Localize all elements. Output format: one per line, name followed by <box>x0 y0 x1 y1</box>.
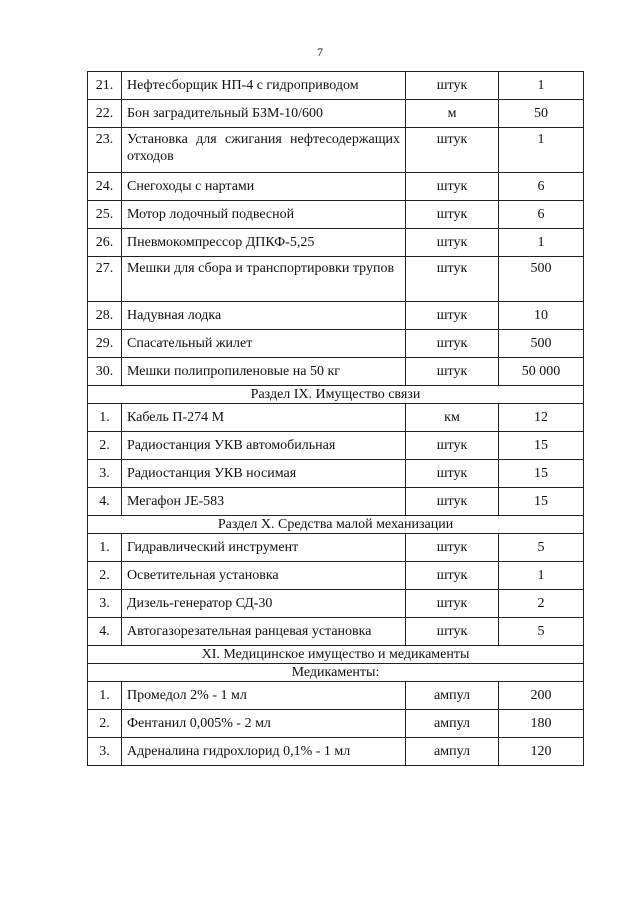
row-number: 3. <box>88 590 122 618</box>
section-title: Раздел X. Средства малой механизации <box>88 516 584 534</box>
item-quantity: 5 <box>499 534 584 562</box>
table-row <box>88 682 584 710</box>
item-quantity: 500 <box>499 330 584 358</box>
table-row <box>88 404 584 432</box>
row-number: 29. <box>88 330 122 358</box>
row-number: 22. <box>88 100 122 128</box>
table-row <box>88 229 584 257</box>
row-number: 1. <box>88 404 122 432</box>
section-header-row <box>88 664 584 682</box>
item-quantity: 120 <box>499 738 584 766</box>
inventory-table-body <box>88 72 584 766</box>
item-unit: штук <box>406 562 499 590</box>
item-unit: штук <box>406 257 499 302</box>
table-row <box>88 72 584 100</box>
item-quantity: 500 <box>499 257 584 302</box>
table-row <box>88 302 584 330</box>
row-number: 25. <box>88 201 122 229</box>
item-unit: штук <box>406 358 499 386</box>
inventory-table <box>87 71 584 766</box>
table-row <box>88 710 584 738</box>
item-quantity: 200 <box>499 682 584 710</box>
item-name: Дизель-генератор СД-30 <box>122 590 406 618</box>
section-title: XI. Медицинское имущество и медикаменты <box>88 646 584 664</box>
row-number: 2. <box>88 432 122 460</box>
item-unit: ампул <box>406 738 499 766</box>
table-row <box>88 618 584 646</box>
item-quantity: 50 <box>499 100 584 128</box>
item-quantity: 15 <box>499 432 584 460</box>
item-quantity: 50 000 <box>499 358 584 386</box>
item-name: Радиостанция УКВ носимая <box>122 460 406 488</box>
item-quantity: 5 <box>499 618 584 646</box>
item-name: Спасательный жилет <box>122 330 406 358</box>
item-quantity: 15 <box>499 488 584 516</box>
row-number: 28. <box>88 302 122 330</box>
row-number: 4. <box>88 488 122 516</box>
item-name: Промедол 2% - 1 мл <box>122 682 406 710</box>
table-row <box>88 432 584 460</box>
item-quantity: 1 <box>499 72 584 100</box>
row-number: 2. <box>88 710 122 738</box>
item-name: Надувная лодка <box>122 302 406 330</box>
item-unit: ампул <box>406 710 499 738</box>
item-quantity: 12 <box>499 404 584 432</box>
item-unit: штук <box>406 618 499 646</box>
item-unit: штук <box>406 201 499 229</box>
item-quantity: 6 <box>499 173 584 201</box>
row-number: 2. <box>88 562 122 590</box>
item-unit: штук <box>406 72 499 100</box>
item-name: Нефтесборщик НП-4 с гидроприводом <box>122 72 406 100</box>
table-row <box>88 330 584 358</box>
item-unit: штук <box>406 128 499 173</box>
item-name: Снегоходы с нартами <box>122 173 406 201</box>
item-unit: ампул <box>406 682 499 710</box>
table-row <box>88 100 584 128</box>
section-title: Медикаменты: <box>88 664 584 682</box>
page-number: 7 <box>317 45 323 59</box>
row-number: 4. <box>88 618 122 646</box>
item-name: Гидравлический инструмент <box>122 534 406 562</box>
row-number: 3. <box>88 738 122 766</box>
item-quantity: 180 <box>499 710 584 738</box>
table-row <box>88 257 584 302</box>
item-unit: м <box>406 100 499 128</box>
table-row <box>88 460 584 488</box>
row-number: 30. <box>88 358 122 386</box>
item-unit: штук <box>406 460 499 488</box>
table-row <box>88 738 584 766</box>
item-unit: штук <box>406 432 499 460</box>
item-unit: штук <box>406 229 499 257</box>
item-unit: штук <box>406 590 499 618</box>
table-row <box>88 534 584 562</box>
table-row <box>88 562 584 590</box>
item-unit: штук <box>406 302 499 330</box>
row-number: 3. <box>88 460 122 488</box>
item-quantity: 1 <box>499 128 584 173</box>
item-name: Радиостанция УКВ автомобильная <box>122 432 406 460</box>
item-unit: км <box>406 404 499 432</box>
item-name: Мешки для сбора и транспортировки трупов <box>122 257 406 302</box>
table-row <box>88 173 584 201</box>
table-row <box>88 590 584 618</box>
item-quantity: 15 <box>499 460 584 488</box>
table-row <box>88 128 584 173</box>
item-quantity: 1 <box>499 562 584 590</box>
item-name: Мотор лодочный подвесной <box>122 201 406 229</box>
section-header-row <box>88 646 584 664</box>
item-name: Фентанил 0,005% - 2 мл <box>122 710 406 738</box>
item-quantity: 6 <box>499 201 584 229</box>
item-name: Осветительная установка <box>122 562 406 590</box>
item-quantity: 1 <box>499 229 584 257</box>
section-title: Раздел IX. Имущество связи <box>88 386 584 404</box>
item-name: Адреналина гидрохлорид 0,1% - 1 мл <box>122 738 406 766</box>
item-name: Автогазорезательная ранцевая установка <box>122 618 406 646</box>
table-row <box>88 488 584 516</box>
item-name: Пневмокомпрессор ДПКФ-5,25 <box>122 229 406 257</box>
item-unit: штук <box>406 173 499 201</box>
item-name: Бон заградительный БЗМ-10/600 <box>122 100 406 128</box>
item-name: Кабель П-274 М <box>122 404 406 432</box>
row-number: 27. <box>88 257 122 302</box>
item-unit: штук <box>406 330 499 358</box>
row-number: 1. <box>88 682 122 710</box>
item-name: Установка для сжигания нефтесодержащих отходов <box>122 128 406 173</box>
row-number: 23. <box>88 128 122 173</box>
row-number: 1. <box>88 534 122 562</box>
table-row <box>88 201 584 229</box>
item-name: Мегафон JE-583 <box>122 488 406 516</box>
item-quantity: 10 <box>499 302 584 330</box>
item-quantity: 2 <box>499 590 584 618</box>
section-header-row <box>88 386 584 404</box>
item-unit: штук <box>406 488 499 516</box>
item-name: Мешки полипропиленовые на 50 кг <box>122 358 406 386</box>
row-number: 26. <box>88 229 122 257</box>
item-unit: штук <box>406 534 499 562</box>
table-row <box>88 358 584 386</box>
row-number: 21. <box>88 72 122 100</box>
section-header-row <box>88 516 584 534</box>
row-number: 24. <box>88 173 122 201</box>
